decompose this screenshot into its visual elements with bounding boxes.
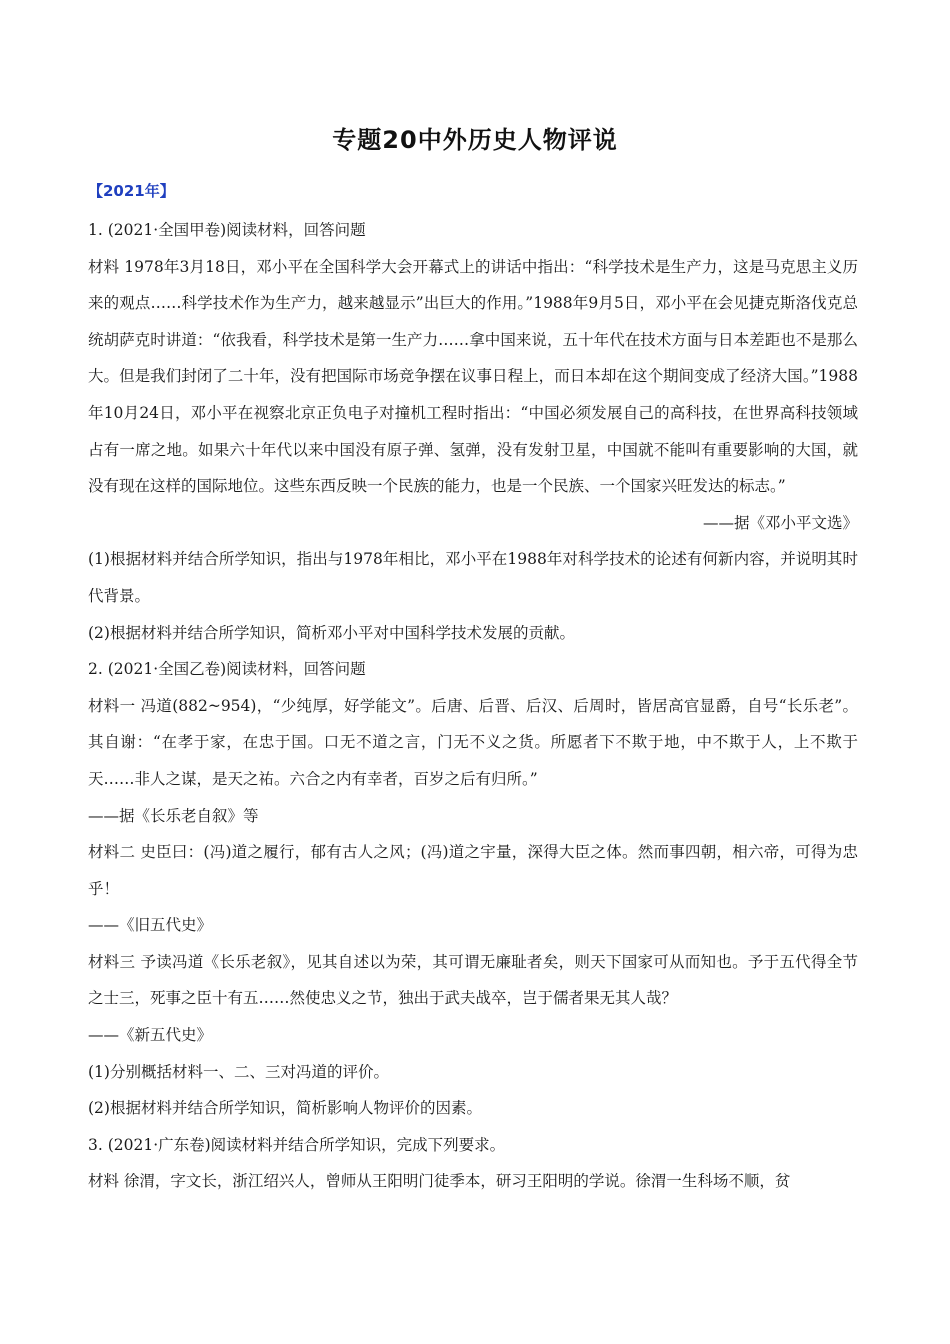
q2-sub2: (2)根据材料并结合所学知识，简析影响人物评价的因素。: [88, 1099, 482, 1118]
q1-material: 材料 1978年3月18日，邓小平在全国科学大会开幕式上的讲话中指出：“科学技术是生产力，这是马克思主义历来的观点……科学技术作为生产力，越来越显示”出巨大的作用。”1988年9月5日，邓小平在会见捷克斯洛伐克总统胡萨克时讲道：“依我看，科学技术是第一生产力……拿中国来说，五十年代在技术方面与日本差距也不是那么大。但是我们封闭了二十年，没有把国际市场竞争摆在议事日程上，而日本却在这个期间变成了经济大国。”1988年10月24日，邓小平在视察北京正负电子对撞机工程时指出：“中国必须发展自己的高科技，在世界高科技领域占有一席之地。如果六十年代以来中国没有原子弹、氢弹，没有发射卫星，中国就不能叫有重要影响的大国，就没有现在这样的国际地位。这些东西反映一个民族的能力，也是一个民族、一个国家兴旺发达的标志。”: [88, 257, 858, 496]
q1-source: ——据《邓小平文选》: [702, 513, 858, 532]
q2-material-1-source: ——据《长乐老自叙》等: [88, 806, 259, 825]
year-heading: 【2021年】: [88, 182, 175, 200]
q3-heading: 3. (2021·广东卷)阅读材料并结合所学知识，完成下列要求。: [88, 1135, 506, 1154]
q2-heading: 2. (2021·全国乙卷)阅读材料，回答问题: [88, 660, 366, 679]
q1-sub2: (2)根据材料并结合所学知识，简析邓小平对中国科学技术发展的贡献。: [88, 623, 575, 642]
page-title: 专题20中外历史人物评说: [332, 126, 618, 154]
q2-material-2-source: ——《旧五代史》: [88, 916, 213, 935]
q2-material-3-source: ——《新五代史》: [88, 1026, 213, 1045]
q1-sub1: (1)根据材料并结合所学知识，指出与1978年相比，邓小平在1988年对科学技术的论述有何新内容，并说明其时代背景。: [88, 550, 858, 605]
q1-heading: 1. (2021·全国甲卷)阅读材料，回答问题: [88, 221, 366, 239]
q2-sub1: (1)分别概括材料一、二、三对冯道的评价。: [88, 1062, 389, 1081]
q2-material-2: 材料二 史臣曰：(冯)道之履行，郁有古人之风；(冯)道之宇量，深得大臣之体。然而事四朝，相六帝，可得为忠乎！: [88, 843, 858, 898]
document-body: [88, 176, 858, 1200]
q2-material-1: 材料一 冯道(882~954)，“少纯厚，好学能文”。后唐、后晋、后汉、后周时，皆居高官显爵，自号“长乐老”。其自谢：“在孝于家，在忠于国。口无不道之言，门无不义之货。所愿者下不欺于地，中不欺于人，上不欺于天……非人之谋，是天之祐。六合之内有幸者，百岁之后有归所。”: [88, 696, 858, 788]
q3-material: 材料 徐渭，字文长，浙江绍兴人，曾师从王阳明门徒季本，研习王阳明的学说。徐渭一生科场不顺，贫: [88, 1172, 791, 1191]
q2-material-3: 材料三 予读冯道《长乐老叙》，见其自述以为荣，其可谓无廉耻者矣，则天下国家可从而知也。予于五代得全节之士三，死事之臣十有五……然使忠义之节，独出于武夫战卒，岂于儒者果无其人哉？: [88, 952, 858, 1008]
